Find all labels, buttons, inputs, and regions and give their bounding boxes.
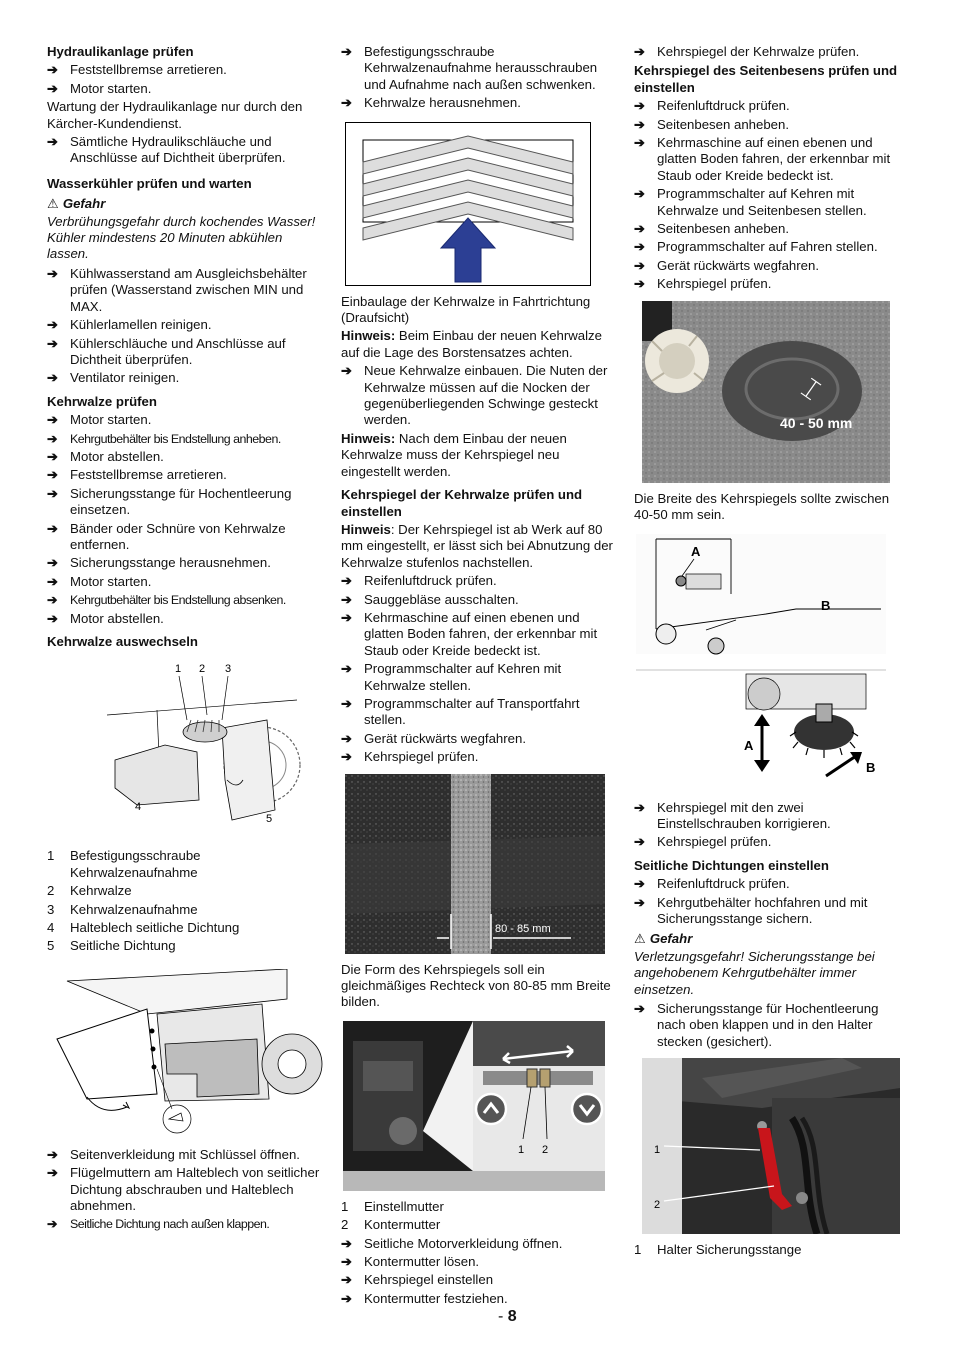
step: ➔ Programmschalter auf Kehren mit Kehrwalze und Seitenbesen stellen.	[634, 186, 867, 218]
danger-label: ⚠ Gefahr	[634, 931, 693, 947]
measurement-label: 80 - 85 mm	[495, 922, 551, 935]
callout-a: A	[691, 543, 701, 559]
arrow-right-icon: ➔	[341, 695, 353, 711]
arrow-right-icon: ➔	[634, 239, 646, 255]
arrow-right-icon: ➔	[341, 95, 353, 111]
step: ➔ Sauggebläse ausschalten.	[341, 591, 519, 607]
arrow-right-icon: ➔	[341, 1272, 353, 1288]
hint-paragraph: Hinweis: Beim Einbau der neuen Kehrwalze auf die Lage des Borstensatzes achten.	[341, 328, 602, 360]
step: ➔ Seitliche Dichtung nach außen klappen.	[47, 1217, 270, 1232]
step: ➔ Neue Kehrwalze einbauen. Die Nuten der Kehrwalze müssen auf die Nocken der gegenüberliegenden Schwinge gesteckt werden.	[341, 363, 608, 428]
einstellschrauben-drawing	[636, 534, 886, 792]
arrow-right-icon: ➔	[47, 467, 59, 483]
step: ➔ Kehrspiegel mit den zwei Einstellschrauben korrigieren.	[634, 799, 831, 831]
arrow-right-icon: ➔	[47, 1165, 59, 1181]
arrow-right-icon: ➔	[634, 257, 646, 273]
arrow-right-icon: ➔	[47, 80, 59, 96]
arrow-right-icon: ➔	[341, 609, 353, 625]
arrow-right-icon: ➔	[47, 555, 59, 571]
arrow-right-icon: ➔	[47, 431, 57, 446]
step: ➔ Programmschalter auf Fahren stellen.	[634, 239, 878, 255]
column-left	[47, 44, 323, 1235]
arrow-right-icon: ➔	[634, 186, 646, 202]
step: ➔ Sicherungsstange herausnehmen.	[47, 555, 271, 571]
step: ➔ Ventilator reinigen.	[47, 370, 180, 386]
heading-hydraulik: Hydraulikanlage prüfen	[47, 44, 194, 59]
heading-seitliche-dichtungen: Seitliche Dichtungen einstellen	[634, 857, 829, 873]
arrow-right-icon: ➔	[634, 98, 646, 114]
arrow-right-icon: ➔	[634, 221, 646, 237]
step: ➔ Kehrspiegel prüfen.	[634, 276, 772, 292]
callout-1: 1	[175, 663, 182, 676]
arrow-right-icon: ➔	[47, 335, 59, 351]
sicherungsstange-photo	[642, 1058, 900, 1234]
heading-kehrwalze-auswechseln: Kehrwalze auswechseln	[47, 634, 198, 649]
arrow-right-icon: ➔	[47, 448, 59, 464]
step: ➔ Kehrspiegel prüfen.	[341, 749, 479, 765]
step: ➔ Kühlwasserstand am Ausgleichsbehälter prüfen (Wasserstand zwischen MIN und MAX.	[47, 265, 307, 314]
arrow-right-icon: ➔	[47, 370, 59, 386]
step: ➔ Motor starten.	[47, 80, 152, 96]
step: ➔ Reifenluftdruck prüfen.	[634, 876, 790, 892]
arrow-right-icon: ➔	[341, 661, 353, 677]
arrow-right-icon: ➔	[47, 134, 59, 150]
seitenbesen-photo	[642, 301, 890, 483]
arrow-right-icon: ➔	[634, 799, 646, 815]
step: ➔ Befestigungsschraube Kehrwalzenaufnahme herausschrauben und Aufnahme nach außen schwenken.	[341, 44, 598, 92]
legend-item: 2 Kehrwalze	[47, 883, 132, 899]
kehrwalze-drawing	[47, 660, 323, 840]
callout-3: 3	[225, 663, 232, 676]
legend-item: 2 Kontermutter	[341, 1217, 441, 1233]
arrow-right-icon: ➔	[47, 485, 59, 501]
step: ➔ Flügelmuttern am Halteblech von seitlicher Dichtung abschrauben und Halteblech abnehmen.	[47, 1165, 320, 1214]
einbaulage-drawing	[345, 122, 591, 286]
figure-einstellschrauben	[634, 534, 910, 792]
callout-2: 2	[199, 663, 206, 676]
step: ➔ Feststellbremse arretieren.	[47, 467, 227, 483]
step: ➔ Gerät rückwärts wegfahren.	[634, 257, 819, 273]
callout-2: 2	[542, 1143, 549, 1156]
danger-text: Verbrühungsgefahr durch kochendes Wasser! Kühler mindestens 20 Minuten abkühlen lassen.	[47, 213, 316, 262]
arrow-right-icon: ➔	[47, 520, 59, 536]
photo-sicherungsstange	[634, 1058, 910, 1234]
danger-text: Verletzungsgefahr! Sicherungsstange bei angehobenem Kehrgutbehälter immer einsetzen.	[634, 948, 875, 997]
column-right	[634, 44, 910, 1261]
step: ➔ Reifenluftdruck prüfen.	[341, 573, 497, 589]
step: ➔ Seitenbesen anheben.	[634, 116, 789, 132]
arrow-right-icon: ➔	[634, 276, 646, 292]
kehrspiegel-photo	[345, 774, 605, 954]
callout-4: 4	[135, 801, 142, 814]
figure-einbaulage	[341, 122, 617, 286]
arrow-right-icon: ➔	[634, 44, 646, 59]
page-number: - 8	[498, 1308, 517, 1325]
arrow-right-icon: ➔	[634, 894, 646, 910]
callout-2: 2	[654, 1199, 661, 1212]
step: ➔ Motor starten.	[47, 573, 152, 589]
callout-5: 5	[266, 813, 273, 826]
arrow-right-icon: ➔	[341, 591, 353, 607]
figure-kehrwalze-explosion	[47, 660, 323, 840]
photo-kehrspiegel-walze	[341, 774, 617, 954]
paragraph: Die Breite des Kehrspiegels sollte zwischen 40-50 mm sein.	[634, 490, 890, 523]
step: ➔ Kehrspiegel prüfen.	[634, 834, 772, 850]
step: ➔ Feststellbremse arretieren.	[47, 62, 227, 78]
arrow-right-icon: ➔	[47, 265, 59, 281]
legend-item: 1 Halter Sicherungsstange	[634, 1242, 802, 1258]
paragraph: Die Form des Kehrspiegels soll ein gleichmäßiges Rechteck von 80-85 mm Breite bilden.	[341, 961, 611, 1010]
warning-triangle-icon: ⚠	[634, 931, 646, 947]
photo-seitenbesen-spiegel	[634, 301, 910, 483]
measurement-label: 40 - 50 mm	[780, 414, 853, 431]
step: ➔ Reifenluftdruck prüfen.	[634, 98, 790, 114]
column-middle	[341, 44, 617, 1309]
step: ➔ Kühlerlamellen reinigen.	[47, 317, 212, 333]
step: ➔ Kontermutter festziehen.	[341, 1290, 508, 1306]
arrow-right-icon: ➔	[47, 573, 59, 589]
step: ➔ Seitenverkleidung mit Schlüssel öffnen.	[47, 1146, 300, 1162]
photo-einstellmutter	[341, 1021, 617, 1191]
step: ➔ Motor abstellen.	[47, 610, 164, 626]
arrow-right-icon: ➔	[341, 573, 353, 589]
callout-a: A	[744, 737, 754, 753]
step: ➔ Sämtliche Hydraulikschläuche und Anschlüsse auf Dichtheit überprüfen.	[47, 134, 286, 166]
arrow-right-icon: ➔	[47, 1217, 57, 1232]
hint-paragraph: Hinweis: Der Kehrspiegel ist ab Werk auf 80 mm eingestellt, er lässt sich bei Abnutzung der Kehrwalze stufenlos nachstellen.	[341, 521, 613, 570]
step: ➔ Kühlerschläuche und Anschlüsse auf Dichtheit überprüfen.	[47, 335, 286, 367]
callout-b: B	[821, 597, 831, 613]
step: ➔ Kehrspiegel einstellen	[341, 1272, 494, 1288]
step: ➔ Programmschalter auf Kehren mit Kehrwalze stellen.	[341, 661, 562, 693]
hint-paragraph: Hinweis: Nach dem Einbau der neuen Kehrwalze muss der Kehrspiegel neu eingestellt werden.	[341, 430, 567, 479]
step: ➔ Kehrwalze herausnehmen.	[341, 95, 521, 111]
step: ➔ Motor starten.	[47, 412, 152, 428]
callout-1: 1	[518, 1143, 525, 1156]
callout-b: B	[866, 759, 876, 775]
arrow-right-icon: ➔	[634, 876, 646, 892]
step: ➔ Seitliche Motorverkleidung öffnen.	[341, 1235, 563, 1251]
einstellmutter-photo	[343, 1021, 605, 1191]
step: ➔ Kehrgutbehälter bis Endstellung absenken.	[47, 593, 286, 608]
figure-seitenverkleidung	[47, 969, 323, 1139]
step: ➔ Sicherungsstange für Hochentleerung nach oben klappen und in den Halter stecken (gesichert).	[634, 1000, 879, 1049]
heading-kuehler: Wasserkühler prüfen und warten	[47, 175, 252, 191]
step: ➔ Programmschalter auf Transportfahrt stellen.	[341, 695, 580, 728]
caption-einbaulage: Einbaulage der Kehrwalze in Fahrtrichtung (Draufsicht)	[341, 293, 591, 326]
arrow-right-icon: ➔	[47, 1146, 59, 1162]
step: ➔ Kehrmaschine auf einen ebenen und glatten Boden fahren, der erkennbar mit Staub oder Kreide bedeckt ist.	[634, 135, 891, 183]
step: ➔ Gerät rückwärts wegfahren.	[341, 730, 526, 746]
arrow-right-icon: ➔	[47, 317, 59, 333]
step: ➔ Kehrspiegel der Kehrwalze prüfen.	[634, 44, 860, 59]
arrow-right-icon: ➔	[341, 749, 353, 765]
legend-item: 4 Halteblech seitliche Dichtung	[47, 920, 240, 936]
step: ➔ Bänder oder Schnüre von Kehrwalze entfernen.	[47, 520, 286, 552]
legend-item: 1 Einstellmutter	[341, 1198, 444, 1214]
arrow-right-icon: ➔	[634, 1000, 646, 1016]
arrow-right-icon: ➔	[341, 1235, 353, 1251]
arrow-right-icon: ➔	[341, 363, 353, 379]
paragraph: Wartung der Hydraulikanlage nur durch den Kärcher-Kundendienst.	[47, 99, 303, 131]
step: ➔ Sicherungsstange für Hochentleerung einsetzen.	[47, 485, 292, 518]
legend-item: 1 Befestigungsschraube Kehrwalzenaufnahme	[47, 848, 201, 880]
heading-kehrspiegel-seitenbesen: Kehrspiegel des Seitenbesens prüfen und einstellen	[634, 63, 898, 95]
danger-label: ⚠ Gefahr	[47, 196, 106, 212]
heading-kehrwalze-pruefen: Kehrwalze prüfen	[47, 393, 157, 409]
step: ➔ Seitenbesen anheben.	[634, 221, 789, 237]
arrow-right-icon: ➔	[47, 412, 59, 428]
step: ➔ Kehrgutbehälter bis Endstellung anheben.	[47, 431, 281, 446]
step: ➔ Kontermutter lösen.	[341, 1254, 480, 1270]
step: ➔ Kehrmaschine auf einen ebenen und glatten Boden fahren, der erkennbar mit Staub oder Kreide bedeckt ist.	[341, 609, 598, 658]
callout-1: 1	[654, 1144, 661, 1157]
legend-item: 5 Seitliche Dichtung	[47, 938, 176, 954]
arrow-right-icon: ➔	[47, 610, 59, 626]
arrow-right-icon: ➔	[634, 116, 646, 132]
warning-triangle-icon: ⚠	[47, 196, 59, 212]
step: ➔ Kehrgutbehälter hochfahren und mit Sicherungsstange sichern.	[634, 894, 868, 926]
step: ➔ Motor abstellen.	[47, 448, 164, 464]
arrow-right-icon: ➔	[341, 730, 353, 746]
arrow-right-icon: ➔	[634, 834, 646, 850]
arrow-right-icon: ➔	[341, 1290, 353, 1306]
arrow-right-icon: ➔	[47, 593, 57, 608]
arrow-right-icon: ➔	[634, 135, 646, 151]
seitenverkleidung-drawing	[47, 969, 323, 1139]
arrow-right-icon: ➔	[341, 1254, 353, 1270]
legend-item: 3 Kehrwalzenaufnahme	[47, 901, 198, 917]
arrow-right-icon: ➔	[47, 62, 59, 78]
arrow-right-icon: ➔	[341, 44, 353, 59]
heading-kehrspiegel-kehrwalze: Kehrspiegel der Kehrwalze prüfen und einstellen	[341, 487, 583, 519]
